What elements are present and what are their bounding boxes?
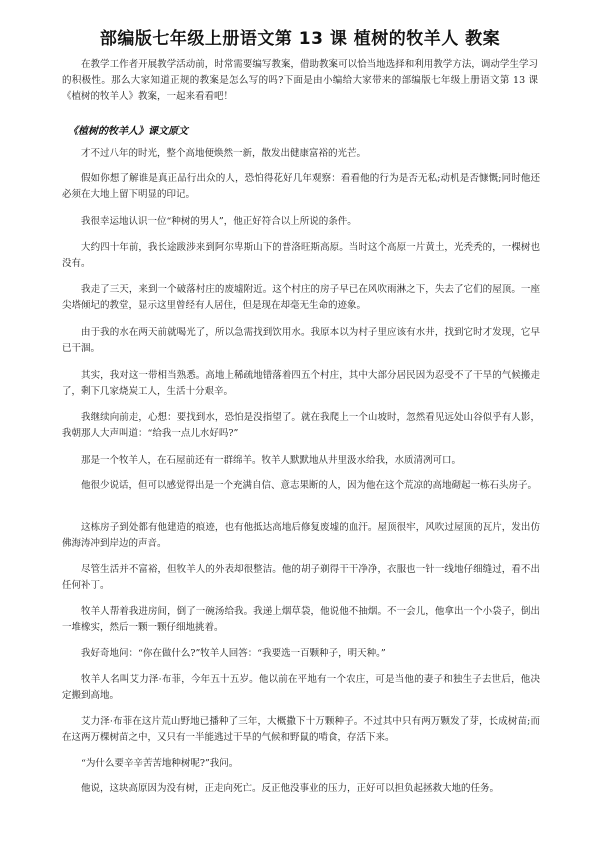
paragraph: 我好奇地问：“你在做什么?”牧羊人回答：“我要选一百颗种子，明天种。”	[81, 648, 386, 659]
paragraph: 由于我的水在两天前就喝光了，所以急需找到饮用水。我原本以为村子里应该有水井，找到它时才发现，它早已干涸。	[62, 327, 540, 354]
paragraph: 牧羊人帮着我进房间，倒了一碗汤给我。我递上烟草袋，他说他不抽烟。不一会儿，他拿出一个小袋子，倒出一堆橡实，然后一颗一颗仔细地挑着。	[62, 606, 540, 633]
paragraph: 才不过八年的时光，整个高地便焕然一新，散发出健康富裕的光芒。	[81, 148, 367, 159]
paragraph: 艾力泽·布菲在这片荒山野地已播种了三年，大概撒下十万颗种子。不过其中只有两万颗发了芽，长成树苗;而在这两万棵树苗之中，又只有一半能逃过干旱的气候和野鼠的啃食，存活下来。	[62, 716, 540, 743]
paragraph: 其实，我对这一带相当熟悉。高地上稀疏地错落着四五个村庄，其中大部分居民因为忍受不了干旱的气候搬走了，剩下几家烧炭工人，生活十分艰辛。	[62, 370, 540, 397]
paragraph: 我很幸运地认识一位“种树的男人”，他正好符合以上所说的条件。	[81, 216, 357, 227]
section-title: 《植树的牧羊人》课文原文	[68, 126, 188, 137]
document-title: 部编版七年级上册语文第 13 课 植树的牧羊人 教案	[99, 29, 501, 49]
paragraph: 我继续向前走，心想：要找到水，恐怕是没指望了。就在我爬上一个山坡时，忽然看见远处山谷似乎有人影，我朝那人大声叫道：“给我一点儿水好吗?”	[62, 412, 540, 439]
paragraph: 尽管生活并不富裕，但牧羊人的外表却很整洁。他的胡子剃得干干净净，衣服也一针一线地仔细缝过，看不出任何补丁。	[62, 564, 540, 591]
paragraph: 这栋房子到处都有他建造的痕迹，也有他抵达高地后修复废墟的血汗。屋顶很牢，风吹过屋顶的瓦片，发出仿佛海涛冲到岸边的声音。	[62, 522, 540, 549]
paragraph: 我走了三天，来到一个破落村庄的废墟附近。这个村庄的房子早已在风吹雨淋之下，失去了它们的屋顶。一座尖塔倾圮的教堂，显示这里曾经有人居住，但是现在却毫无生命的迹象。	[62, 284, 540, 311]
paragraph: “为什么要辛辛苦苦地种树呢?”我问。	[81, 758, 239, 769]
paragraph: 假如你想了解谁是真正品行出众的人，恐怕得花好几年观察：看看他的行为是否无私;动机是否慷慨;同时他还必须在大地上留下明显的印记。	[62, 173, 540, 200]
paragraph: 那是一个牧羊人，在石屋前还有一群绵羊。牧羊人默默地从井里汲水给我，水质清冽可口。	[81, 455, 462, 466]
intro-paragraph: 在教学工作者开展教学活动前，时常需要编写教案，借助教案可以恰当地选择和利用教学方法，调动学生学习的积极性。那么大家知道正规的教案是怎么写的吗?下面是由小编给大家带来的部编版七年级上册语文第 13 课《植树的牧羊人》教案，一起来看看吧！	[62, 59, 538, 102]
paragraph: 牧羊人名叫艾力泽·布菲，今年五十五岁。他以前在平地有一个农庄，可是当他的妻子和独生子去世后，他决定搬到高地。	[62, 674, 540, 701]
paragraph: 他说，这块高原因为没有树，正走向死亡。反正他没事业的压力，正好可以担负起拯救大地的任务。	[81, 783, 500, 794]
paragraph: 大约四十年前，我长途跋涉来到阿尔卑斯山下的普洛旺斯高原。当时这个高原一片黄土，光秃秃的，一棵树也没有。	[62, 242, 540, 269]
paragraph: 他很少说话，但可以感觉得出是一个充满自信、意志果断的人，因为他在这个荒凉的高地砌起一栋石头房子。	[81, 480, 538, 491]
